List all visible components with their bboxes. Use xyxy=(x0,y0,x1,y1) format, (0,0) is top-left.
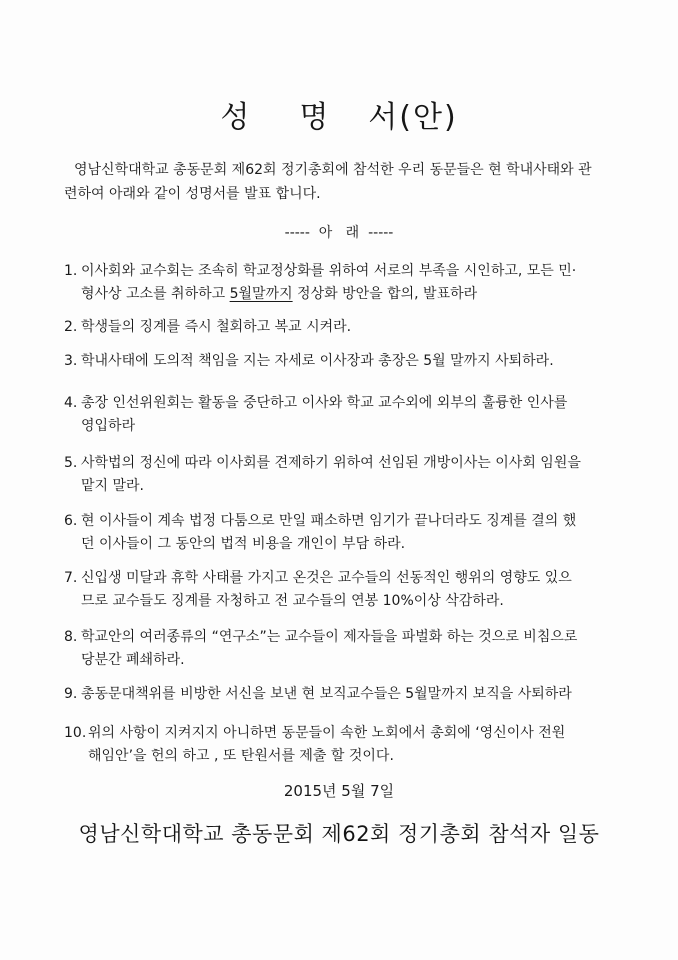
list-item-7 xyxy=(64,567,634,613)
item-8-line-2: 당분간 폐쇄하라. xyxy=(81,652,185,668)
item-8-line-1: 학교안의 여러종류의 “연구소”는 교수들이 제자들을 파벌화 하는 것으로 비침으로 xyxy=(81,629,578,645)
list-item-9 xyxy=(64,683,634,706)
intro-paragraph xyxy=(64,158,624,206)
item-4-line-2: 영입하라 xyxy=(81,418,136,434)
item-number: 3. xyxy=(64,353,78,369)
item-number: 6. xyxy=(64,513,78,529)
document-title xyxy=(0,92,678,136)
item-3-text: 학내사태에 도의적 책임을 지는 자세로 이사장과 총장은 5월 말까지 사퇴하라. xyxy=(81,353,554,369)
title-char-1: 성 xyxy=(220,100,252,135)
item-number: 7. xyxy=(64,570,78,586)
list-item-5 xyxy=(64,452,634,498)
item-number: 1. xyxy=(64,263,78,279)
item-1-line-2-post: 정상화 방안을 합의, 발표하라 xyxy=(292,286,478,302)
title-char-2: 명 xyxy=(299,100,331,135)
intro-line-1: 영남신학대학교 총동문회 제62회 정기총회에 참석한 우리 동문들은 현 학내사태와 관 xyxy=(74,162,592,178)
list-item-3 xyxy=(64,350,634,373)
item-number: 10. xyxy=(64,725,87,741)
document-date: 2015년 5월 7일 xyxy=(283,782,395,800)
signature-line: 영남신학대학교 총동문회 제62회 정기총회 참석자 일동 xyxy=(78,822,600,846)
list-item-1 xyxy=(64,260,634,306)
list-item-10 xyxy=(64,722,634,768)
item-10-line-2: 해임안’을 헌의 하고 , 또 탄원서를 제출 할 것이다. xyxy=(88,748,394,764)
item-1-line-2 xyxy=(81,283,634,306)
item-number: 9. xyxy=(64,686,78,702)
list-item-8 xyxy=(64,626,634,672)
intro-line-2: 련하여 아래와 같이 성명서를 발표 합니다. xyxy=(64,186,321,202)
item-2-text: 학생들의 징계를 즉시 철회하고 복교 시켜라. xyxy=(81,319,352,335)
title-char-3: 서(안) xyxy=(368,100,458,135)
item-5-line-1: 사학법의 정신에 따라 이사회를 견제하기 위하여 선임된 개방이사는 이사회 임원을 xyxy=(81,455,581,471)
section-divider-arae: ----- 아 래 ----- xyxy=(284,225,394,241)
item-5-line-2: 맡지 말라. xyxy=(81,478,144,494)
item-10-line-1: 위의 사항이 지켜지지 아니하면 동문들이 속한 노회에서 총회에 ‘영신이사 전원 xyxy=(88,725,566,741)
list-item-4 xyxy=(64,392,634,438)
item-4-line-1: 총장 인선위원회는 활동을 중단하고 이사와 학교 교수외에 외부의 훌륭한 인사를 xyxy=(81,395,568,411)
item-number: 2. xyxy=(64,319,78,335)
item-7-line-2: 므로 교수들도 징계를 자청하고 전 교수들의 연봉 10%이상 삭감하라. xyxy=(81,593,504,609)
item-number: 4. xyxy=(64,395,78,411)
item-1-line-2-pre: 형사상 고소를 취하하고 xyxy=(81,286,230,302)
item-6-line-2: 던 이사들이 그 동안의 법적 비용을 개인이 부담 하라. xyxy=(81,536,406,552)
item-1-line-1: 이사회와 교수회는 조속히 학교정상화를 위하여 서로의 부족을 시인하고, 모든 민· xyxy=(81,263,577,279)
list-item-2 xyxy=(64,316,634,339)
list-item-6 xyxy=(64,510,634,556)
item-9-text: 총동문대책위를 비방한 서신을 보낸 현 보직교수들은 5월말까지 보직을 사퇴하라 xyxy=(81,686,572,702)
item-6-line-1: 현 이사들이 계속 법정 다툼으로 만일 패소하면 임기가 끝나더라도 징계를 결의 했 xyxy=(81,513,577,529)
item-1-underlined-deadline: 5월말까지 xyxy=(229,286,293,302)
item-7-line-1: 신입생 미달과 휴학 사태를 가지고 온것은 교수들의 선동적인 행위의 영향도 있으 xyxy=(81,570,572,586)
item-number: 8. xyxy=(64,629,78,645)
item-number: 5. xyxy=(64,455,78,471)
